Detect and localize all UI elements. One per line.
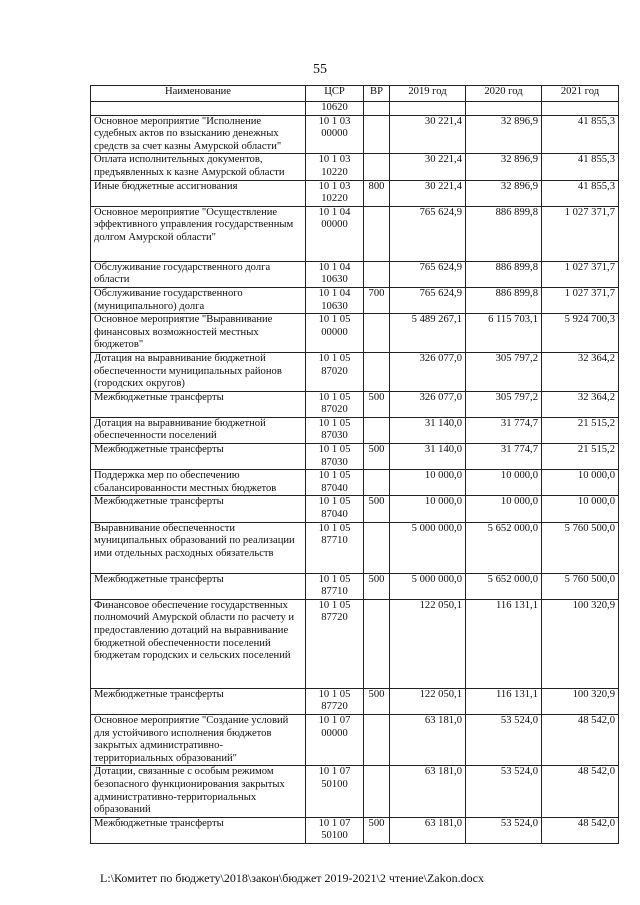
cell-2019: 30 221,4	[390, 180, 466, 206]
cell-csr: 10 1 07 00000	[306, 715, 364, 766]
table-row	[91, 287, 619, 313]
page-number: 55	[313, 62, 327, 77]
cell-2019: 31 140,0	[390, 444, 466, 470]
cell-csr: 10 1 04 10630	[306, 261, 364, 287]
table-row	[91, 470, 619, 496]
cell-2019: 765 624,9	[390, 206, 466, 261]
cell-name: Финансовое обеспечение государственных полномочий Амурской области по расчету и предоставлению дотаций на выравнивание бюджетной обеспеченности поселений бюджетам городских и сельских поселений	[91, 599, 306, 688]
cell-csr: 10 1 05 87020	[306, 352, 364, 391]
cell-2019: 10 000,0	[390, 470, 466, 496]
cell-2020: 6 115 703,1	[466, 314, 542, 353]
cell-2019: 122 050,1	[390, 599, 466, 688]
cell-2021: 5 760 500,0	[542, 573, 619, 599]
cell-2021: 48 542,0	[542, 817, 619, 843]
cell-2019: 63 181,0	[390, 766, 466, 817]
table-row	[91, 352, 619, 391]
table-row	[91, 522, 619, 573]
cell-2021: 32 364,2	[542, 391, 619, 417]
cell-2020: 116 131,1	[466, 688, 542, 714]
cell-csr: 10 1 03 00000	[306, 115, 364, 154]
cell-2021: 1 027 371,7	[542, 261, 619, 287]
cell-csr: 10 1 03 10220	[306, 154, 364, 180]
cell-vr: 500	[364, 444, 390, 470]
cell-2021: 21 515,2	[542, 444, 619, 470]
table-row	[91, 102, 619, 116]
header-name: Наименование	[91, 86, 306, 102]
cell-name: Основное мероприятие "Исполнение судебных актов по взысканию денежных средств за счет казны Амурской области"	[91, 115, 306, 154]
cell-vr: 500	[364, 688, 390, 714]
cell-name	[91, 102, 306, 116]
cell-2020: 31 774,7	[466, 417, 542, 443]
cell-csr: 10 1 07 50100	[306, 817, 364, 843]
table-row	[91, 817, 619, 843]
cell-2021	[542, 102, 619, 116]
cell-name: Иные бюджетные ассигнования	[91, 180, 306, 206]
cell-2019: 765 624,9	[390, 287, 466, 313]
cell-2019: 5 000 000,0	[390, 522, 466, 573]
cell-2020: 116 131,1	[466, 599, 542, 688]
cell-2019: 31 140,0	[390, 417, 466, 443]
cell-csr: 10 1 05 87710	[306, 573, 364, 599]
table-row	[91, 715, 619, 766]
cell-2019: 5 489 267,1	[390, 314, 466, 353]
cell-name: Межбюджетные трансферты	[91, 688, 306, 714]
cell-2020	[466, 102, 542, 116]
cell-2020: 886 899,8	[466, 261, 542, 287]
cell-name: Оплата исполнительных документов, предъявленных к казне Амурской области	[91, 154, 306, 180]
cell-name: Межбюджетные трансферты	[91, 496, 306, 522]
cell-2019	[390, 102, 466, 116]
cell-2020: 886 899,8	[466, 206, 542, 261]
cell-2019: 326 077,0	[390, 352, 466, 391]
table-row	[91, 115, 619, 154]
header-2021: 2021 год	[542, 86, 619, 102]
cell-vr	[364, 102, 390, 116]
cell-2019: 122 050,1	[390, 688, 466, 714]
cell-2021: 32 364,2	[542, 352, 619, 391]
cell-name: Дотация на выравнивание бюджетной обеспеченности муниципальных районов (городских округов)	[91, 352, 306, 391]
cell-2021: 100 320,9	[542, 599, 619, 688]
cell-csr: 10 1 05 00000	[306, 314, 364, 353]
cell-csr: 10 1 05 87030	[306, 444, 364, 470]
table-row	[91, 417, 619, 443]
table-row	[91, 444, 619, 470]
cell-2019: 63 181,0	[390, 817, 466, 843]
cell-csr: 10 1 04 10630	[306, 287, 364, 313]
cell-csr: 10620	[306, 102, 364, 116]
cell-vr: 500	[364, 573, 390, 599]
cell-vr	[364, 261, 390, 287]
cell-csr: 10 1 07 50100	[306, 766, 364, 817]
cell-2021: 5 760 500,0	[542, 522, 619, 573]
cell-2020: 53 524,0	[466, 817, 542, 843]
cell-2020: 53 524,0	[466, 715, 542, 766]
cell-2020: 305 797,2	[466, 391, 542, 417]
table-row	[91, 391, 619, 417]
table-row	[91, 573, 619, 599]
table-row	[91, 206, 619, 261]
cell-csr: 10 1 03 10220	[306, 180, 364, 206]
cell-2020: 32 896,9	[466, 154, 542, 180]
cell-2019: 30 221,4	[390, 154, 466, 180]
cell-2019: 326 077,0	[390, 391, 466, 417]
cell-2021: 41 855,3	[542, 180, 619, 206]
cell-name: Дотация на выравнивание бюджетной обеспеченности поселений	[91, 417, 306, 443]
cell-2021: 10 000,0	[542, 470, 619, 496]
cell-2020: 5 652 000,0	[466, 522, 542, 573]
cell-2019: 765 624,9	[390, 261, 466, 287]
cell-vr	[364, 599, 390, 688]
header-vr: ВР	[364, 86, 390, 102]
cell-vr: 500	[364, 391, 390, 417]
cell-vr	[364, 154, 390, 180]
header-2020: 2020 год	[466, 86, 542, 102]
cell-csr: 10 1 05 87030	[306, 417, 364, 443]
cell-2021: 48 542,0	[542, 766, 619, 817]
cell-name: Межбюджетные трансферты	[91, 573, 306, 599]
cell-vr	[364, 314, 390, 353]
table-row	[91, 180, 619, 206]
table-row	[91, 766, 619, 817]
cell-2020: 10 000,0	[466, 496, 542, 522]
budget-table	[90, 85, 619, 844]
cell-2019: 63 181,0	[390, 715, 466, 766]
cell-2021: 1 027 371,7	[542, 287, 619, 313]
table-body	[91, 102, 619, 844]
cell-csr: 10 1 05 87720	[306, 688, 364, 714]
cell-2020: 32 896,9	[466, 115, 542, 154]
cell-2020: 31 774,7	[466, 444, 542, 470]
cell-vr	[364, 522, 390, 573]
cell-name: Основное мероприятие "Создание условий для устойчивого исполнения бюджетов закрытых административно-территориальных образований"	[91, 715, 306, 766]
cell-vr: 800	[364, 180, 390, 206]
cell-2021: 5 924 700,3	[542, 314, 619, 353]
cell-vr: 500	[364, 817, 390, 843]
cell-csr: 10 1 05 87710	[306, 522, 364, 573]
cell-csr: 10 1 05 87020	[306, 391, 364, 417]
cell-csr: 10 1 05 87040	[306, 470, 364, 496]
table-row	[91, 496, 619, 522]
table-header-row	[91, 86, 619, 102]
cell-csr: 10 1 04 00000	[306, 206, 364, 261]
cell-vr	[364, 352, 390, 391]
cell-2020: 5 652 000,0	[466, 573, 542, 599]
cell-2021: 100 320,9	[542, 688, 619, 714]
cell-2021: 21 515,2	[542, 417, 619, 443]
cell-name: Межбюджетные трансферты	[91, 817, 306, 843]
cell-2020: 10 000,0	[466, 470, 542, 496]
cell-2021: 1 027 371,7	[542, 206, 619, 261]
cell-2019: 5 000 000,0	[390, 573, 466, 599]
cell-name: Обслуживание государственного долга области	[91, 261, 306, 287]
cell-vr	[364, 715, 390, 766]
table-row	[91, 599, 619, 688]
cell-vr	[364, 417, 390, 443]
cell-name: Обслуживание государственного (муниципального) долга	[91, 287, 306, 313]
cell-vr: 500	[364, 496, 390, 522]
cell-name: Выравнивание обеспеченности муниципальных образований по реализации ими отдельных расходных обязательств	[91, 522, 306, 573]
table-row	[91, 261, 619, 287]
cell-2021: 41 855,3	[542, 154, 619, 180]
table-row	[91, 314, 619, 353]
cell-2021: 41 855,3	[542, 115, 619, 154]
cell-2019: 30 221,4	[390, 115, 466, 154]
cell-2020: 53 524,0	[466, 766, 542, 817]
cell-name: Основное мероприятие "Осуществление эффективного управления государственным долгом Амурской области"	[91, 206, 306, 261]
cell-2021: 10 000,0	[542, 496, 619, 522]
cell-csr: 10 1 05 87720	[306, 599, 364, 688]
header-2019: 2019 год	[390, 86, 466, 102]
cell-2019: 10 000,0	[390, 496, 466, 522]
table-row	[91, 154, 619, 180]
cell-name: Основное мероприятие "Выравнивание финансовых возможностей местных бюджетов"	[91, 314, 306, 353]
cell-2021: 48 542,0	[542, 715, 619, 766]
cell-name: Межбюджетные трансферты	[91, 444, 306, 470]
cell-2020: 305 797,2	[466, 352, 542, 391]
cell-csr: 10 1 05 87040	[306, 496, 364, 522]
cell-vr: 700	[364, 287, 390, 313]
cell-name: Межбюджетные трансферты	[91, 391, 306, 417]
cell-2020: 32 896,9	[466, 180, 542, 206]
footer-file-path: L:\Комитет по бюджету\2018\закон\бюджет 2019-2021\2 чтение\Zakon.docx	[100, 871, 484, 885]
cell-vr	[364, 766, 390, 817]
table-row	[91, 688, 619, 714]
cell-name: Поддержка мер по обеспечению сбалансированности местных бюджетов	[91, 470, 306, 496]
cell-vr	[364, 115, 390, 154]
cell-vr	[364, 206, 390, 261]
cell-2020: 886 899,8	[466, 287, 542, 313]
cell-vr	[364, 470, 390, 496]
header-csr: ЦСР	[306, 86, 364, 102]
cell-name: Дотации, связанные с особым режимом безопасного функционирования закрытых административно-территориальных образований	[91, 766, 306, 817]
